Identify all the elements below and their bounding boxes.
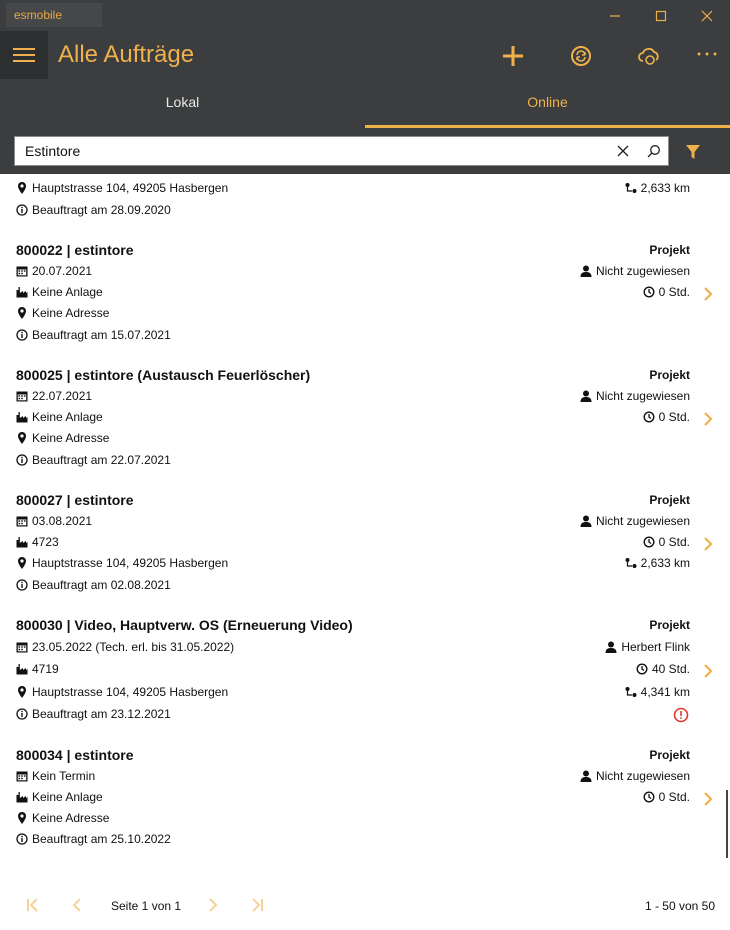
order-address: Hauptstrasse 104, 49205 Hasbergen [32, 556, 229, 570]
previous-page-button[interactable] [67, 896, 87, 914]
order-anlage: Keine Anlage [32, 410, 103, 424]
route-icon [625, 557, 637, 569]
clock-icon [643, 411, 655, 423]
location-pin-icon [16, 182, 28, 194]
route-icon [625, 182, 637, 194]
chevron-left-icon [72, 898, 82, 912]
maximize-button[interactable] [638, 0, 684, 31]
search-bar [0, 128, 730, 174]
maximize-icon [655, 10, 667, 22]
order-type: Projekt [649, 748, 690, 762]
chevron-right-icon[interactable] [700, 411, 716, 427]
location-pin-icon [16, 686, 28, 698]
order-type: Projekt [649, 368, 690, 382]
order-user: Nicht zugewiesen [595, 264, 690, 278]
cloud-sync-button[interactable] [631, 39, 667, 73]
app-name: esmobile [6, 3, 102, 27]
order-address: Hauptstrasse 104, 49205 Hasbergen [32, 181, 229, 195]
order-address: Keine Adresse [32, 306, 110, 320]
chevron-right-icon [208, 898, 218, 912]
factory-icon [16, 663, 28, 675]
more-icon [696, 52, 718, 60]
route-icon [625, 686, 637, 698]
order-assigned: Beauftragt am 28.09.2020 [32, 203, 171, 217]
more-button[interactable] [689, 39, 725, 73]
order-assigned: Beauftragt am 23.12.2021 [32, 707, 171, 721]
user-icon [580, 515, 592, 527]
warning-icon [673, 707, 689, 723]
order-anlage: 4723 [32, 535, 59, 549]
order-type: Projekt [649, 493, 690, 507]
menu-button[interactable] [0, 31, 48, 79]
order-user: Herbert Flink [621, 640, 690, 654]
order-title: 800030 | Video, Hauptverw. OS (Erneuerung Video) [16, 617, 353, 633]
last-page-icon [250, 898, 264, 912]
factory-icon [16, 411, 28, 423]
minimize-button[interactable] [592, 0, 638, 31]
order-assigned: Beauftragt am 02.08.2021 [32, 578, 171, 592]
chevron-right-icon[interactable] [700, 286, 716, 302]
order-date: 22.07.2021 [32, 389, 93, 403]
first-page-icon [26, 898, 40, 912]
order-assigned: Beauftragt am 25.10.2022 [32, 832, 171, 846]
page-title: Alle Aufträge [58, 41, 195, 68]
result-count: 1 - 50 von 50 [644, 899, 715, 913]
user-icon [580, 770, 592, 782]
order-user: Nicht zugewiesen [595, 514, 690, 528]
refresh-icon [570, 45, 592, 67]
search-box [14, 136, 669, 166]
order-title: 800022 | estintore [16, 242, 134, 258]
plus-icon [502, 45, 524, 67]
order-date: 03.08.2021 [32, 514, 93, 528]
order-distance: 2,633 km [640, 181, 690, 195]
order-type: Projekt [649, 243, 690, 257]
order-hours: 40 Std. [651, 662, 690, 676]
info-icon [16, 329, 28, 341]
calendar-icon [16, 265, 28, 277]
user-icon [580, 265, 592, 277]
order-anlage: Keine Anlage [32, 790, 103, 804]
location-pin-icon [16, 432, 28, 444]
order-address: Keine Adresse [32, 811, 110, 825]
order-date: 20.07.2021 [32, 264, 93, 278]
scrollbar[interactable] [726, 790, 728, 858]
info-icon [16, 833, 28, 845]
search-input[interactable] [25, 137, 585, 165]
search-button[interactable] [644, 141, 664, 161]
info-icon [16, 708, 28, 720]
clock-icon [643, 286, 655, 298]
user-icon [605, 641, 617, 653]
clear-icon [617, 145, 629, 157]
last-page-button[interactable] [247, 896, 267, 914]
next-page-button[interactable] [203, 896, 223, 914]
order-date: 23.05.2022 (Tech. erl. bis 31.05.2022) [32, 640, 235, 654]
tab-lokal[interactable]: Lokal [165, 94, 200, 110]
minimize-icon [609, 10, 621, 22]
filter-button[interactable] [680, 140, 706, 164]
info-icon [16, 204, 28, 216]
calendar-icon [16, 515, 28, 527]
clock-icon [636, 663, 648, 675]
factory-icon [16, 536, 28, 548]
order-list[interactable] [0, 174, 730, 870]
chevron-right-icon[interactable] [700, 663, 716, 679]
order-user: Nicht zugewiesen [595, 389, 690, 403]
order-title: 800025 | estintore (Austausch Feuerlöscher) [16, 367, 311, 383]
order-type: Projekt [649, 618, 690, 632]
order-address: Keine Adresse [32, 431, 110, 445]
refresh-button[interactable] [563, 39, 599, 73]
order-hours: 0 Std. [658, 410, 690, 424]
tab-online[interactable]: Online [365, 81, 730, 128]
filter-icon [685, 144, 701, 160]
close-window-button[interactable] [684, 0, 730, 31]
order-date: Kein Termin [32, 769, 96, 783]
cloud-sync-icon [638, 45, 660, 67]
hamburger-icon [13, 48, 35, 50]
tab-bar [0, 81, 730, 128]
clear-search-button[interactable] [613, 141, 633, 161]
info-icon [16, 454, 28, 466]
order-title: 800027 | estintore [16, 492, 134, 508]
first-page-button[interactable] [23, 896, 43, 914]
factory-icon [16, 791, 28, 803]
order-user: Nicht zugewiesen [595, 769, 690, 783]
order-hours: 0 Std. [658, 790, 690, 804]
calendar-icon [16, 390, 28, 402]
location-pin-icon [16, 812, 28, 824]
order-assigned: Beauftragt am 15.07.2021 [32, 328, 171, 342]
calendar-icon [16, 770, 28, 782]
search-icon [647, 144, 661, 158]
page-indicator: Seite 1 von 1 [111, 899, 182, 913]
order-assigned: Beauftragt am 22.07.2021 [32, 453, 171, 467]
order-distance: 2,633 km [640, 556, 690, 570]
chevron-right-icon[interactable] [700, 791, 716, 807]
chevron-right-icon[interactable] [700, 536, 716, 552]
calendar-icon [16, 641, 28, 653]
order-anlage: 4719 [32, 662, 59, 676]
close-icon [701, 10, 713, 22]
order-distance: 4,341 km [640, 685, 690, 699]
order-hours: 0 Std. [658, 285, 690, 299]
order-title: 800034 | estintore [16, 747, 134, 763]
info-icon [16, 579, 28, 591]
order-hours: 0 Std. [658, 535, 690, 549]
app-header [0, 31, 730, 81]
clock-icon [643, 536, 655, 548]
user-icon [580, 390, 592, 402]
factory-icon [16, 286, 28, 298]
pager [0, 880, 730, 930]
order-anlage: Keine Anlage [32, 285, 103, 299]
clock-icon [643, 791, 655, 803]
title-bar [0, 0, 730, 31]
location-pin-icon [16, 307, 28, 319]
add-button[interactable] [495, 39, 531, 73]
order-address: Hauptstrasse 104, 49205 Hasbergen [32, 685, 229, 699]
location-pin-icon [16, 557, 28, 569]
